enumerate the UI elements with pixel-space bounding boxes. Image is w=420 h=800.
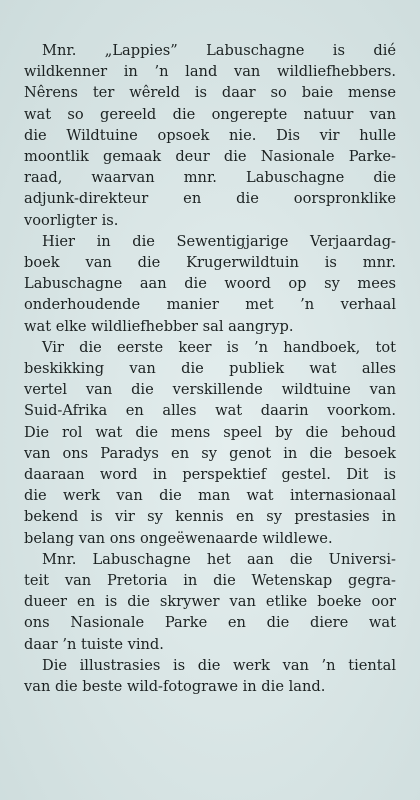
- text-line: die werk van die man wat internasionaal: [24, 487, 396, 505]
- text-line: Vir die eerste keer is ’n handboek, tot: [42, 338, 396, 356]
- text-line: daaraan word in perspektief gestel. Dit is: [24, 466, 396, 484]
- text-line: vertel van die verskillende wildtuine van: [24, 381, 396, 399]
- blurb-text: [24, 40, 396, 697]
- paragraph: [24, 231, 396, 337]
- text-line: daar ’n tuiste vind.: [24, 635, 164, 653]
- text-line: raad, waarvan mnr. Labuschagne die: [24, 169, 396, 187]
- text-line: beskikking van die publiek wat alles: [24, 360, 396, 378]
- text-line: wat elke wildliefhebber sal aangryp.: [24, 317, 294, 335]
- text-line: bekend is vir sy kennis en sy prestasies in: [24, 508, 396, 526]
- paragraph: [24, 40, 396, 231]
- text-line: boek van die Krugerwildtuin is mnr.: [24, 254, 396, 272]
- text-line: onderhoudende manier met ’n verhaal: [24, 296, 396, 314]
- text-line: Die illustrasies is die werk van ’n tiental: [42, 656, 396, 674]
- text-line: Mnr. „Lappies” Labuschagne is dié: [42, 42, 396, 59]
- text-line: wildkenner in ’n land van wildliefhebbers.: [24, 63, 396, 81]
- text-line: Nêrens ter wêreld is daar so baie mense: [24, 84, 396, 102]
- text-line: Die rol wat die mens speel by die behoud: [24, 423, 396, 441]
- text-line: adjunk-direkteur en die oorspronklike: [24, 190, 396, 208]
- text-line: Hier in die Sewentigjarige Verjaardag-: [42, 232, 396, 250]
- text-line: van die beste wild-fotograwe in die land.: [24, 678, 326, 696]
- text-line: wat so gereeld die ongerepte natuur van: [24, 105, 396, 123]
- text-line: belang van ons ongeëwenaarde wildlewe.: [24, 529, 333, 547]
- text-line: dueer en is die skrywer van etlike boeke oor: [24, 593, 396, 611]
- text-line: van ons Paradys en sy genot in die besoek: [24, 444, 396, 462]
- paragraph: [24, 655, 396, 697]
- text-line: die Wildtuine opsoek nie. Dis vir hulle: [24, 126, 396, 144]
- text-line: Mnr. Labuschagne het aan die Universi-: [42, 550, 396, 568]
- paragraph: [24, 549, 396, 655]
- text-line: Labuschagne aan die woord op sy mees: [24, 275, 396, 293]
- text-line: voorligter is.: [24, 211, 119, 229]
- paragraph: [24, 337, 396, 549]
- text-line: ons Nasionale Parke en die diere wat: [24, 614, 396, 632]
- text-line: moontlik gemaak deur die Nasionale Parke-: [24, 148, 396, 166]
- text-line: teit van Pretoria in die Wetenskap gegra-: [24, 572, 396, 590]
- text-line: Suid-Afrika en alles wat daarin voorkom.: [24, 402, 396, 420]
